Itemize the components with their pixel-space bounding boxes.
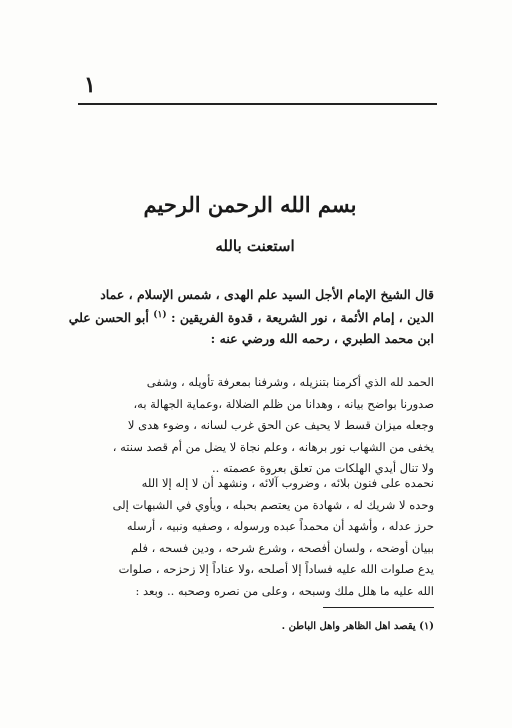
- header-rule: [78, 103, 437, 105]
- footnote-rule: [323, 607, 434, 608]
- paragraph-line: يخفى من الشهاب نور برهانه ، وعلم نجاة لا يضل من أم قصد سنته ،: [112, 439, 434, 454]
- paragraph-praise: [82, 372, 434, 480]
- paragraph-line: ولا تنال أيدي الهلكات من تعلق بعروة عصمته ..: [212, 461, 434, 475]
- paragraph-line-text: الدين ، إمام الأئمة ، نور الشريعة ، قدوة الفريقين :: [170, 310, 434, 326]
- paragraph-line: وجعله ميزان قسط لا يحيف عن الحق غرب لسانه ، وضوء هدى لا: [127, 418, 434, 432]
- paragraph-line: وحده لا شريك له ، شهادة من يعتصم بحبله ، ويأوي في الشبهات إلى: [112, 497, 434, 512]
- paragraph-testimony: [82, 473, 434, 602]
- opening-heading: استعنت بالله: [215, 237, 295, 255]
- paragraph-line: الحمد لله الذي أكرمنا بتنزيله ، وشرفنا بمعرفة تأويله ، وشفى: [146, 375, 434, 389]
- paragraph-line: [68, 305, 434, 328]
- footnote: (١) يقصد اهل الظاهر واهل الباطن .: [281, 621, 434, 632]
- page-number: ١: [84, 72, 96, 98]
- paragraph-line-tail: أبو الحسن علي: [68, 310, 149, 326]
- paragraph-line: ابن محمد الطبري ، رحمه الله ورضي عنه :: [210, 331, 434, 347]
- paragraph-line: حرز عدله ، وأشهد أن محمداً عبده ورسوله ، وصفيه ونبيه ، أرسله: [126, 519, 434, 533]
- footnote-marker: (١): [153, 310, 167, 320]
- basmala-calligraphy: بسم الله الرحمن الرحيم: [143, 192, 357, 217]
- paragraph-line: قال الشيخ الإمام الأجل السيد علم الهدى ، شمس الإسلام ، عماد: [100, 287, 434, 302]
- paragraph-intro: [68, 284, 434, 349]
- paragraph-line: يدع صلوات الله عليه فساداً إلا أصلحه ،ولا عناداً إلا زحزحه ، صلوات: [118, 562, 434, 576]
- paragraph-line: صدورنا بواضح بيانه ، وهدانا من ظلم الضلالة ،وعماية الجهالة به،: [133, 396, 434, 411]
- paragraph-line: نحمده على فنون بلائه ، وضروب آلائه ، ونشهد أن لا إله إلا الله: [141, 476, 434, 490]
- paragraph-line: ببيان أوضحه ، ولسان أفصحه ، وشرع شرحه ، ودين فسحه ، فلم: [130, 540, 434, 555]
- paragraph-line: الله عليه ما هلل ملك وسبحه ، وعلى من نصره وصحبه .. وبعد :: [135, 583, 434, 598]
